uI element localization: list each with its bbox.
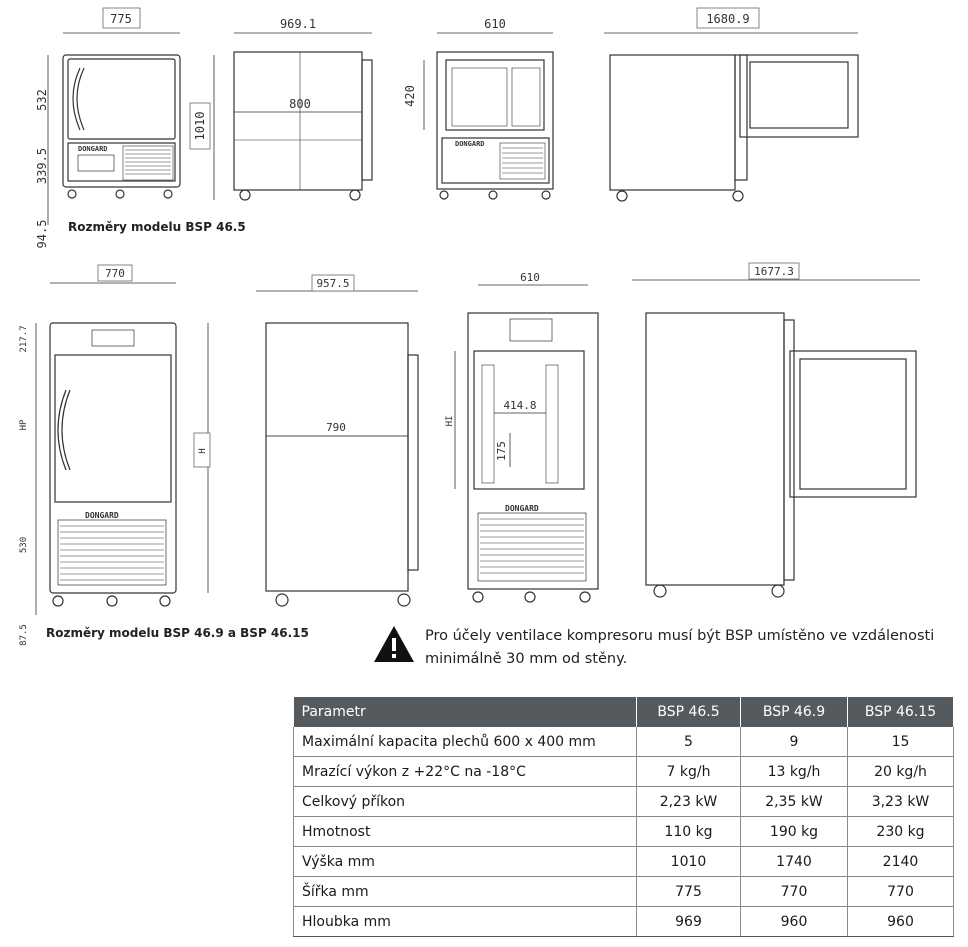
cell-value: 3,23 kW bbox=[848, 787, 954, 817]
bottom-drawings bbox=[0, 255, 968, 655]
bottom-inner-depth-label: 790 bbox=[326, 421, 346, 434]
row-label: Hmotnost bbox=[294, 817, 637, 847]
bottom-total-height-label: H bbox=[198, 448, 208, 454]
bottom-shelf-width-label: 414.8 bbox=[503, 399, 537, 412]
top-brand-open: DONGARD bbox=[455, 140, 485, 148]
cell-value: 7 kg/h bbox=[637, 757, 741, 787]
bottom-h-feet-label: 87.5 bbox=[19, 624, 29, 646]
table-row bbox=[294, 727, 954, 757]
bottom-brand-front: DONGARD bbox=[85, 511, 119, 520]
top-open-depth-label: 1680.9 bbox=[706, 12, 750, 26]
caption-bottom: Rozměry modelu BSP 46.9 a BSP 46.15 bbox=[46, 626, 309, 640]
header-bsp-46-9: BSP 46.9 bbox=[741, 697, 848, 727]
row-label: Celkový příkon bbox=[294, 787, 637, 817]
top-inner-depth-label: 800 bbox=[289, 97, 311, 111]
bottom-front-width-label: 770 bbox=[105, 267, 125, 280]
header-parametr: Parametr bbox=[294, 697, 637, 727]
table-row bbox=[294, 757, 954, 787]
bottom-shelf-pitch-label: 175 bbox=[495, 441, 508, 461]
bottom-h-door-label: HP bbox=[19, 419, 29, 431]
bottom-h-top-label: 217.7 bbox=[19, 325, 29, 353]
header-bsp-46-5: BSP 46.5 bbox=[637, 697, 741, 727]
top-front-view bbox=[63, 55, 180, 198]
row-label: Hloubka mm bbox=[294, 907, 637, 937]
table-row bbox=[294, 817, 954, 847]
bottom-side-view bbox=[266, 323, 418, 606]
bottom-side-open-view bbox=[646, 313, 916, 597]
bottom-inner-height-label: HI bbox=[445, 415, 455, 427]
row-label: Šířka mm bbox=[294, 877, 637, 907]
warning-triangle-icon bbox=[372, 624, 416, 664]
top-h-middle-label: 339.5 bbox=[35, 147, 49, 185]
cell-value: 2140 bbox=[848, 847, 954, 877]
bottom-front-open-view bbox=[468, 313, 598, 602]
cell-value: 1010 bbox=[637, 847, 741, 877]
cell-value: 2,35 kW bbox=[741, 787, 848, 817]
top-h-upper-label: 532 bbox=[35, 89, 49, 111]
cell-value: 1740 bbox=[741, 847, 848, 877]
cell-value: 969 bbox=[637, 907, 741, 937]
top-total-height-label: 1010 bbox=[193, 111, 207, 141]
table-row bbox=[294, 787, 954, 817]
row-label: Mrazící výkon z +22°C na -18°C bbox=[294, 757, 637, 787]
bottom-h-base-label: 530 bbox=[19, 536, 29, 554]
cell-value: 9 bbox=[741, 727, 848, 757]
cell-value: 230 kg bbox=[848, 817, 954, 847]
top-brand-front: DONGARD bbox=[78, 145, 108, 153]
row-label: Maximální kapacita plechů 600 x 400 mm bbox=[294, 727, 637, 757]
top-h-feet-label: 94.5 bbox=[35, 219, 49, 249]
cell-value: 5 bbox=[637, 727, 741, 757]
top-side-open-view bbox=[610, 55, 858, 201]
table-row bbox=[294, 847, 954, 877]
bottom-inner-width-label: 610 bbox=[520, 271, 540, 284]
bottom-front-view bbox=[50, 323, 176, 606]
top-inner-height-label: 420 bbox=[403, 85, 417, 107]
cell-value: 960 bbox=[741, 907, 848, 937]
cell-value: 775 bbox=[637, 877, 741, 907]
cell-value: 770 bbox=[848, 877, 954, 907]
top-front-open-view bbox=[437, 52, 553, 199]
top-side-depth-label: 969.1 bbox=[279, 17, 317, 31]
top-inner-width-label: 610 bbox=[484, 17, 506, 31]
table-row bbox=[294, 877, 954, 907]
cell-value: 13 kg/h bbox=[741, 757, 848, 787]
ventilation-warning: Pro účely ventilace kompresoru musí být BSP umístěno ve vzdálenosti minimálně 30 mm od stěny. bbox=[425, 628, 935, 667]
cell-value: 20 kg/h bbox=[848, 757, 954, 787]
row-label: Výška mm bbox=[294, 847, 637, 877]
top-side-view bbox=[234, 52, 372, 200]
bottom-open-depth-label: 1677.3 bbox=[754, 265, 794, 278]
top-front-width-label: 775 bbox=[110, 12, 132, 26]
header-bsp-46-15: BSP 46.15 bbox=[848, 697, 954, 727]
cell-value: 960 bbox=[848, 907, 954, 937]
spec-table bbox=[293, 697, 954, 937]
table-header-row bbox=[294, 697, 954, 727]
cell-value: 110 kg bbox=[637, 817, 741, 847]
table-row bbox=[294, 907, 954, 937]
caption-top: Rozměry modelu BSP 46.5 bbox=[68, 220, 246, 234]
cell-value: 15 bbox=[848, 727, 954, 757]
cell-value: 2,23 kW bbox=[637, 787, 741, 817]
cell-value: 190 kg bbox=[741, 817, 848, 847]
bottom-brand-open: DONGARD bbox=[505, 504, 539, 513]
bottom-side-depth-label: 957.5 bbox=[316, 277, 350, 290]
cell-value: 770 bbox=[741, 877, 848, 907]
